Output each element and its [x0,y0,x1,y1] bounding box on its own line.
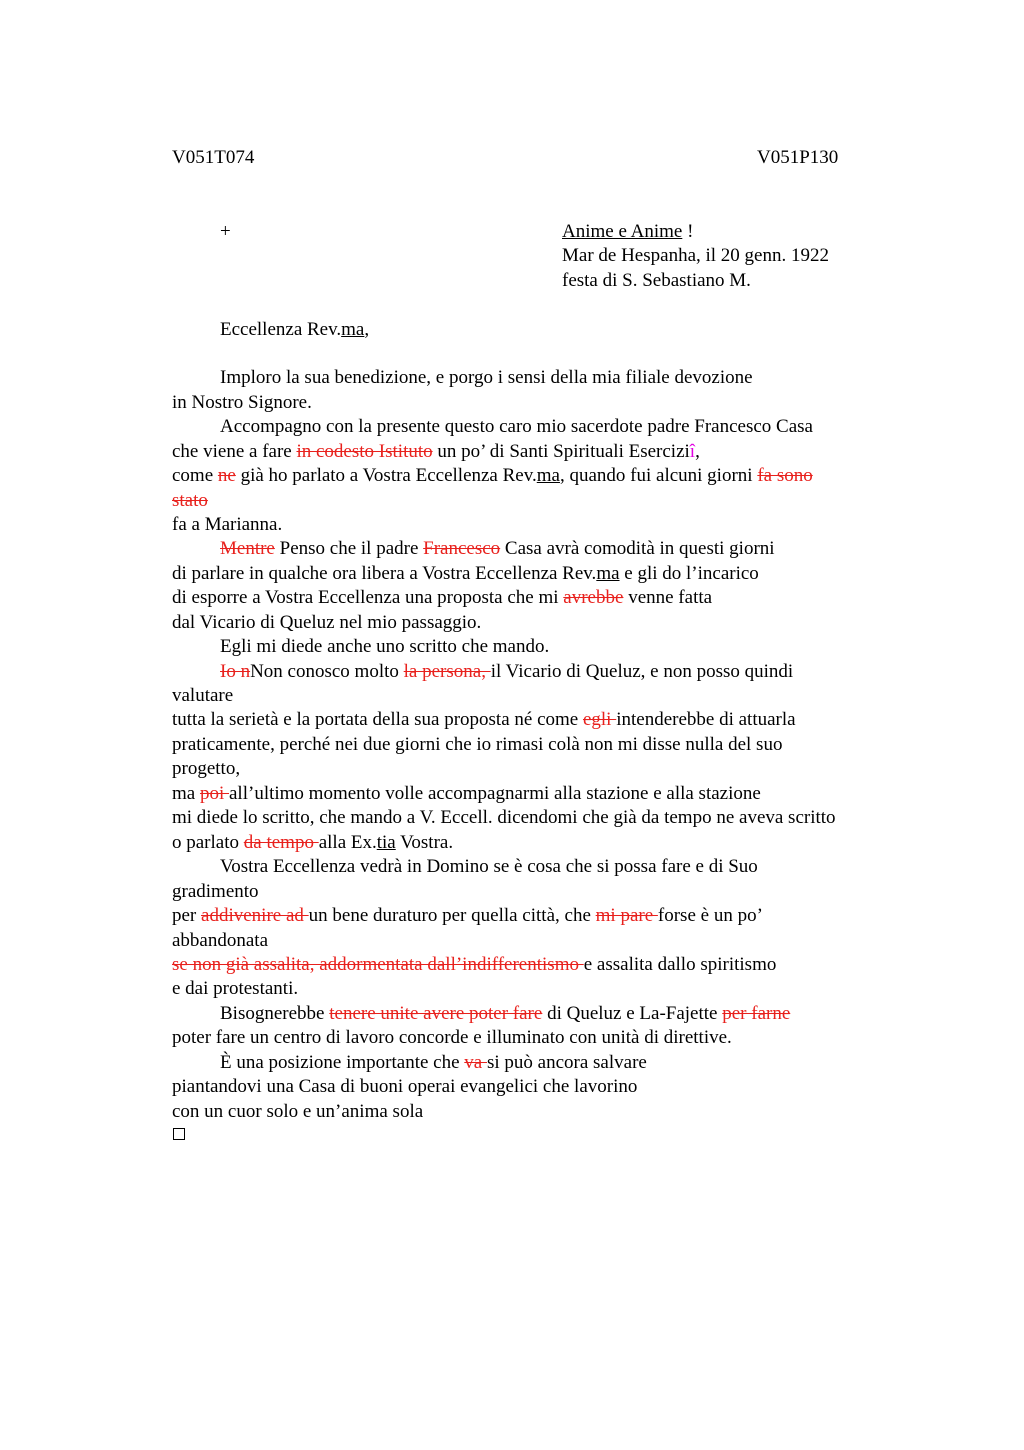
salutation [220,318,369,342]
text-line [172,977,298,1001]
deleted-text: Io n [220,661,251,682]
text-segment: Vostra. [395,832,454,853]
text-segment: mi diede lo scritto, che mando a V. Eccell. dicendomi che già da tempo ne aveva scritto [172,807,836,828]
text-line [172,831,453,855]
deleted-text: egli [582,709,617,730]
text-line [172,929,268,953]
text-segment: abbandonata [172,930,269,951]
text-line [172,880,259,904]
text-line [220,855,758,879]
highlighted-text: î [689,441,696,462]
text-line [172,391,312,415]
text-line [172,513,282,537]
deleted-text: la persona, [403,661,491,682]
motto [562,220,693,244]
text-segment: intenderebbe di attuarla [616,709,796,730]
text-line [172,1075,637,1099]
text-segment: valutare [172,685,234,706]
text-segment: gradimento [172,881,259,902]
text-line [172,586,712,610]
end-square-icon [173,1128,185,1140]
deleted-text: ne [217,465,236,486]
text-segment: praticamente, perché nei due giorni che io rimasi colà non mi disse nulla del suo [172,734,783,755]
deleted-text: Mentre [220,538,275,559]
text-segment: un po’ di Santi Spirituali Esercizi [432,441,690,462]
deleted-text: tenere unite avere poter fare [329,1003,543,1024]
text-line [172,733,782,757]
text-line [172,904,763,928]
text-segment: un bene duraturo per quella città, che [308,905,596,926]
document-code-right: V051P130 [757,147,839,168]
text-line [220,635,549,659]
text-segment: alla Ex. [318,832,377,853]
text-segment: che viene a fare [172,441,297,462]
text-segment: Bisognerebbe [220,1003,330,1024]
deleted-text: va [464,1052,487,1073]
text-segment: di esporre a Vostra Eccellenza una proposta che mi [172,587,564,608]
text-segment: Penso che il padre [274,538,424,559]
text-segment: Vostra Eccellenza vedrà in Domino se è cosa che si possa fare e di Suo [220,856,758,877]
text-line [172,1026,732,1050]
text-segment: o parlato [172,832,244,853]
text-line [172,806,836,830]
text-segment: , quando fui alcuni giorni [559,465,758,486]
deleted-text: poi [199,783,229,804]
text-segment: ma [172,783,200,804]
text-segment: Imploro la sua benedizione, e porgo i sensi della mia filiale devozione [220,367,753,388]
deleted-text: addivenire ad [201,905,309,926]
text-segment: Egli mi diede anche uno scritto che mando. [220,636,550,657]
deleted-text: mi pare [595,905,658,926]
text-segment: tutta la serietà e la portata della sua proposta né come [172,709,583,730]
feast-day: festa di S. Sebastiano M. [562,270,751,291]
deleted-text: stato [172,490,208,511]
text-segment: dal Vicario di Queluz nel mio passaggio. [172,612,482,633]
deleted-text: fa sono [757,465,813,486]
text-line [172,782,761,806]
text-segment: si può ancora salvare [486,1052,647,1073]
text-segment: fa a Marianna. [172,514,283,535]
text-line [172,1100,423,1124]
text-segment: piantandovi una Casa di buoni operai evangelici che lavorino [172,1076,638,1097]
deleted-text: Francesco [423,538,501,559]
motto-exclamation: ! [682,221,694,242]
text-line [172,684,233,708]
text-segment: È una posizione importante che [220,1052,465,1073]
text-segment: forse è un po’ [657,905,763,926]
underlined-text: ma [596,563,620,584]
text-line [220,1002,790,1026]
cross-mark: + [220,221,231,242]
text-segment: progetto, [172,758,241,779]
text-line [220,1051,647,1075]
text-segment: Accompagno con la presente questo caro mio sacerdote padre Francesco Casa [220,416,813,437]
place-date: Mar de Hespanha, il 20 genn. 1922 [562,245,829,266]
salutation-title: Eccellenza Rev. [220,319,342,340]
text-segment: già ho parlato a Vostra Eccellenza Rev. [235,465,537,486]
text-line [172,953,776,977]
text-segment: come [172,465,218,486]
text-line [172,611,481,635]
text-line [172,757,240,781]
text-segment: e gli do l’incarico [619,563,759,584]
text-segment: poter fare un centro di lavoro concorde e illuminato con unità di direttive. [172,1027,732,1048]
text-line [172,489,208,513]
text-segment: per [172,905,202,926]
deleted-text: se non già assalita, addormentata dall’indifferentismo [172,954,584,975]
underlined-text: tia [376,832,396,853]
text-segment: di Queluz e La-Fajette [542,1003,723,1024]
text-segment: all’ultimo momento volle accompagnarmi alla stazione e alla stazione [229,783,761,804]
text-line [220,415,813,439]
motto-text: Anime e Anime [562,221,683,242]
document-code-left: V051T074 [172,147,255,168]
deleted-text: avrebbe [563,587,624,608]
text-segment: in Nostro Signore. [172,392,312,413]
underlined-text: ma [536,465,560,486]
text-line [172,708,796,732]
text-segment: , [695,441,700,462]
text-segment: di parlare in qualche ora libera a Vostra Eccellenza Rev. [172,563,597,584]
text-line [172,464,813,488]
text-line [220,366,753,390]
text-segment: e dai protestanti. [172,978,299,999]
salutation-abbrev: ma [341,319,365,340]
text-line [220,660,793,684]
deleted-text: da tempo [243,832,319,853]
deleted-text: in codesto Istituto [296,441,433,462]
deleted-text: per farne [722,1003,791,1024]
text-line [172,440,700,464]
text-segment: Non conosco molto [250,661,404,682]
text-segment: Casa avrà comodità in questi giorni [500,538,775,559]
text-segment: venne fatta [623,587,713,608]
salutation-comma: , [364,319,370,340]
text-line [220,537,775,561]
text-line [172,562,759,586]
text-segment: e assalita dallo spiritismo [583,954,777,975]
text-segment: il Vicario di Queluz, e non posso quindi [490,661,794,682]
text-segment: con un cuor solo e un’anima sola [172,1101,424,1122]
